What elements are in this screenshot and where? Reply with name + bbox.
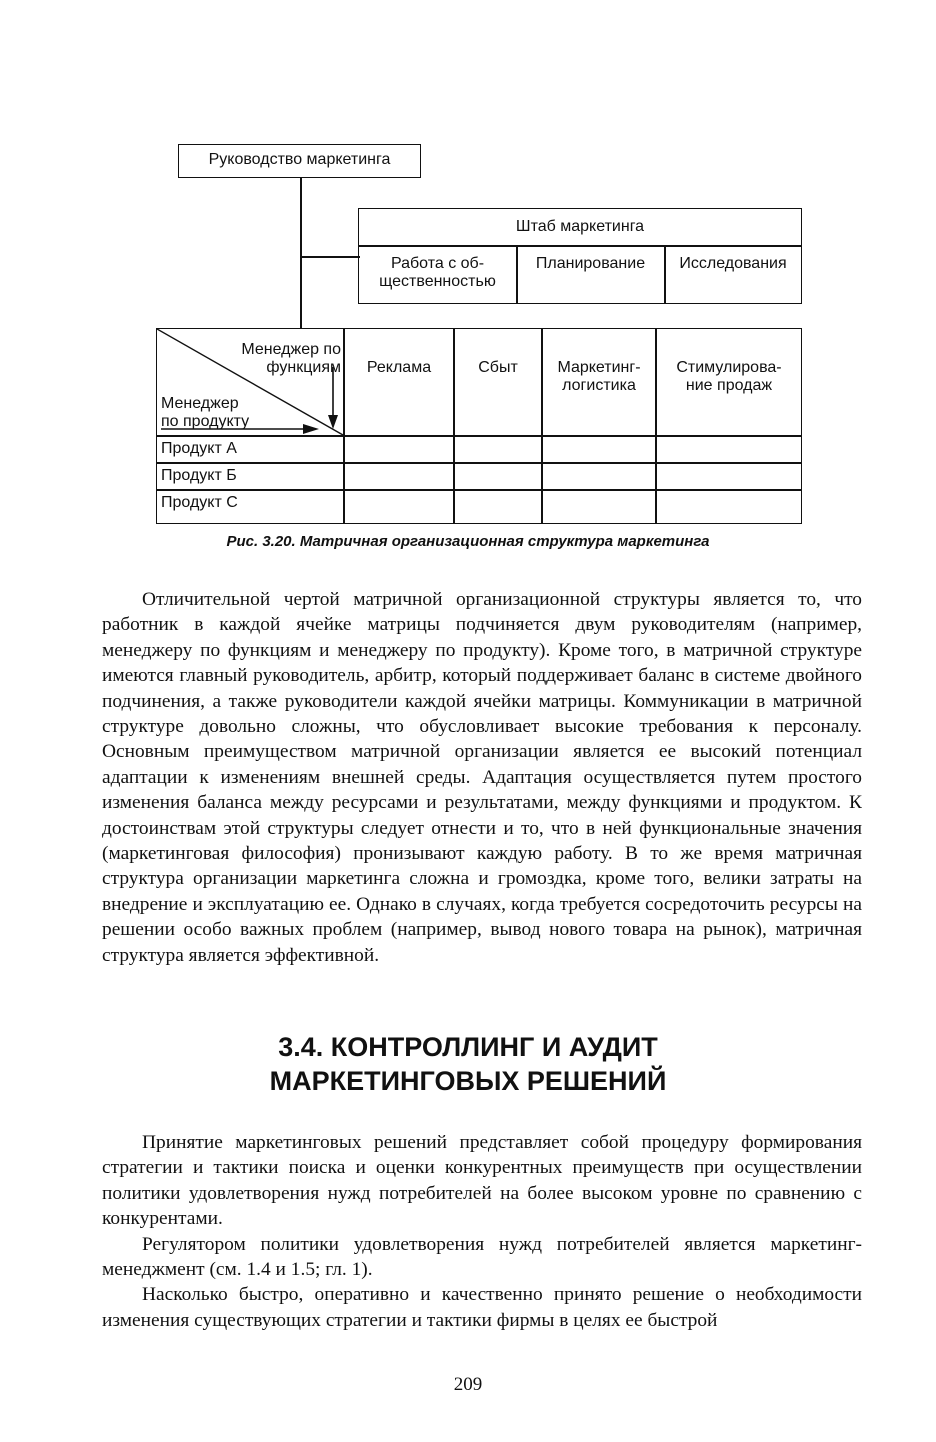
marketing-staff-box — [358, 208, 802, 304]
product-row-c: Продукт С — [161, 494, 238, 511]
corner-products-label: Менеджер по продукту — [161, 395, 250, 430]
page-number: 209 — [453, 1374, 483, 1395]
function-header-promotion: Стимулирова- ние продаж — [676, 359, 782, 394]
matrix-structure-diagram — [150, 140, 810, 530]
marketing-management-label: Руководство маркетинга — [208, 151, 391, 168]
body-paragraph-2: Принятие маркетинговых решений представляет собой процедуру формирования стратегии и тактики поиска и оценки конкурентных преимуществ при осуществлении политики удовлетворения нужд потребителей на более высоком уровне по сравнению с конкурентами. — [102, 1132, 862, 1230]
function-header-logistics: Маркетинг- логистика — [557, 359, 641, 394]
figure-caption: Рис. 3.20. Матричная организационная структура маркетинга — [226, 533, 710, 550]
product-row-b: Продукт Б — [161, 467, 237, 484]
staff-col-divider-1 — [516, 245, 518, 303]
section-heading-line-1: 3.4. КОНТРОЛЛИНГ И АУДИТ — [278, 1032, 658, 1062]
function-header-advertising: Реклама — [366, 359, 432, 376]
matrix-table — [156, 328, 802, 524]
staff-divider — [359, 245, 801, 247]
staff-title: Штаб маркетинга — [515, 218, 645, 235]
function-header-sales: Сбыт — [478, 359, 518, 376]
matrix-row-divider-3 — [157, 489, 801, 491]
corner-functions-label: Менеджер по функциям — [241, 341, 341, 376]
staff-unit-research: Исследования — [679, 255, 787, 272]
staff-unit-planning: Планирование — [535, 255, 646, 272]
connector-to-staff — [300, 256, 360, 258]
matrix-row-divider-2 — [157, 462, 801, 464]
body-paragraph-4: Насколько быстро, оперативно и качественно принято решение о необходимости изменения существующих стратегии и тактики фирмы в целях ее быстрой — [102, 1284, 862, 1331]
staff-col-divider-2 — [664, 245, 666, 303]
staff-unit-pr: Работа с об- щественностью — [379, 255, 496, 290]
body-section-text — [102, 1130, 862, 1333]
section-heading-line-2: МАРКЕТИНГОВЫХ РЕШЕНИЙ — [269, 1066, 667, 1096]
product-row-a: Продукт А — [161, 440, 237, 457]
body-paragraph-1: Отличительной чертой матричной организационной структуры является то, что работник в каждой ячейке матрицы подчиняется двум руководителям (например, менеджеру по функциям и менеджеру по продукту). Кроме того, в матричной структуре имеются главный руководитель, арбитр, который поддерживает баланс в системе двойного подчинения, а также руководители каждой ячейки матрицы. Коммуникации в матричной структуре довольно сложны, что обусловливает высокие требования к персоналу. Основным преимуществом матричной организации является ее высокий потенциал адаптации к изменениям внешней среды. Адаптация осуществляется путем простого изменения баланса между ресурсами и результатами, между функциями и продуктом. К достоинствам этой структуры следует отнести и то, что в ней функциональные значения (маркетинговая философия) пронизывают каждую работу. В то же время матричная структура организации маркетинга сложна и громоздка, кроме того, велики затраты на внедрение и эксплуатацию ее. Однако в случаях, когда требуется сосредоточить ресурсы на решении особо важных проблем (например, вывод нового товара на рынок), матричная структура является эффективной. — [102, 589, 862, 966]
connector-vertical — [300, 178, 302, 328]
section-heading — [0, 1030, 936, 1098]
body-paragraph-3: Регулятором политики удовлетворения нужд потребителей является маркетинг-менеджмент (см. 1.4 и 1.5; гл. 1). — [102, 1233, 862, 1281]
marketing-management-box — [178, 144, 421, 178]
body-paragraph-1-block — [102, 587, 862, 968]
